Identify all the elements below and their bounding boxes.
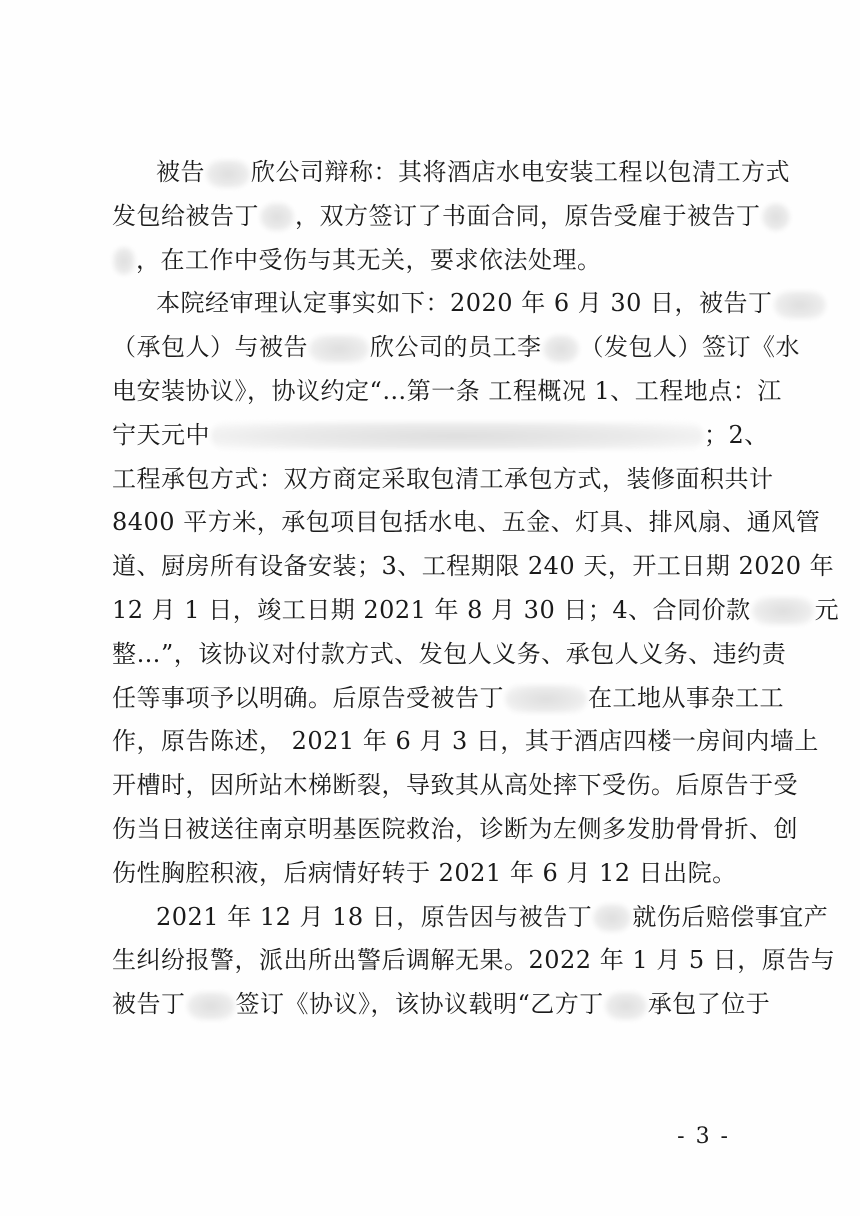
text-segment: 本院经审理认定事实如下：2020 年 6 月 30 日，被告丁 xyxy=(156,289,773,318)
text-segment: 欣公司辩称：其将酒店水电安装工程以包清工方式 xyxy=(251,158,790,186)
text-segment: 生纠纷报警，派出所出警后调解无果。2022 年 1 月 5 日，原告与 xyxy=(112,946,836,975)
text-line xyxy=(112,282,773,326)
text-line xyxy=(112,501,821,545)
redaction-blur xyxy=(211,422,703,450)
text-line xyxy=(112,545,835,589)
text-segment: 作，原告陈述， 2021 年 6 月 3 日，其于酒店四楼一房间内墙上 xyxy=(112,727,819,756)
text-line xyxy=(112,195,762,239)
text-line xyxy=(112,896,829,940)
text-segment: 被告丁 xyxy=(112,990,186,1019)
text-segment: ，双方签订了书面合同，原告受雇于被告丁 xyxy=(295,201,761,230)
redaction-blur xyxy=(113,247,135,275)
text-line xyxy=(112,589,840,633)
text-line xyxy=(112,939,836,983)
text-segment: 8400 平方米，承包项目包括水电、五金、灯具、排风扇、通风管 xyxy=(112,508,821,537)
text-segment: 伤性胸腔积液，后病情好转于 2021 年 6 月 12 日出院。 xyxy=(112,858,737,887)
text-segment: 12 月 1 日，竣工日期 2021 年 8 月 30 日；4、合同价款 xyxy=(112,595,751,624)
text-segment: 承包了位于 xyxy=(647,990,771,1019)
text-line xyxy=(112,458,774,502)
text-segment: 欣公司的员工李 xyxy=(370,333,542,362)
text-line xyxy=(112,983,771,1027)
text-line xyxy=(112,852,762,896)
text-segment: 整…”，该协议对付款方式、发包人义务、承包人义务、违约责 xyxy=(112,639,787,668)
text-segment: 就伤后赔偿事宜产 xyxy=(632,902,829,931)
redaction-blur xyxy=(762,203,790,231)
text-line xyxy=(112,633,787,677)
text-segment: 任等事项予以明确。后原告受被告丁 xyxy=(112,683,504,712)
redaction-blur xyxy=(774,291,826,319)
text-segment: 在工地从事杂工工 xyxy=(588,683,784,712)
redaction-blur xyxy=(605,992,647,1020)
text-segment: 开槽时，因所站木梯断裂，导致其从高处摔下受伤。后原告于受 xyxy=(112,771,798,800)
text-segment: 2021 年 12 月 18 日，原告因与被告丁 xyxy=(156,902,593,931)
redaction-blur xyxy=(505,685,587,713)
text-segment: 电安装协议》，协议约定“…第一条 工程概况 1、工程地点：江 xyxy=(112,376,782,405)
redaction-blur xyxy=(309,335,369,363)
text-segment: 元 xyxy=(814,595,840,624)
text-line xyxy=(112,414,769,458)
text-segment: （承包人）与被告 xyxy=(112,333,308,362)
text-segment: 发包给被告丁 xyxy=(112,201,259,230)
text-segment: 宁天元中 xyxy=(112,420,210,449)
text-line xyxy=(112,151,790,195)
redaction-blur xyxy=(187,992,235,1020)
text-line xyxy=(112,720,819,764)
redaction-blur xyxy=(206,160,250,188)
page-number: - 3 - xyxy=(677,1124,730,1149)
text-line xyxy=(112,239,762,283)
text-line xyxy=(112,370,782,414)
body-text xyxy=(112,151,840,1027)
text-segment: 签订《协议》，该协议载明“乙方丁 xyxy=(235,990,604,1019)
text-line xyxy=(112,764,798,808)
redaction-blur xyxy=(260,203,294,231)
text-line xyxy=(112,677,784,721)
redaction-blur xyxy=(593,904,631,932)
redaction-blur xyxy=(543,335,579,363)
text-segment: 被告 xyxy=(156,158,205,186)
text-line xyxy=(112,326,800,370)
text-segment: （发包人）签订《水 xyxy=(579,333,800,362)
redaction-blur xyxy=(752,597,814,625)
text-line xyxy=(112,808,798,852)
text-segment: ，在工作中受伤与其无关，要求依法处理。 xyxy=(136,245,602,274)
text-segment: 道、厨房所有设备安装；3、工程期限 240 天，开工日期 2020 年 xyxy=(112,552,835,581)
text-segment: 伤当日被送往南京明基医院救治，诊断为左侧多发肋骨骨折、创 xyxy=(112,814,798,843)
text-segment: 工程承包方式：双方商定采取包清工承包方式，装修面积共计 xyxy=(112,464,774,493)
text-segment: ；2、 xyxy=(704,420,769,449)
